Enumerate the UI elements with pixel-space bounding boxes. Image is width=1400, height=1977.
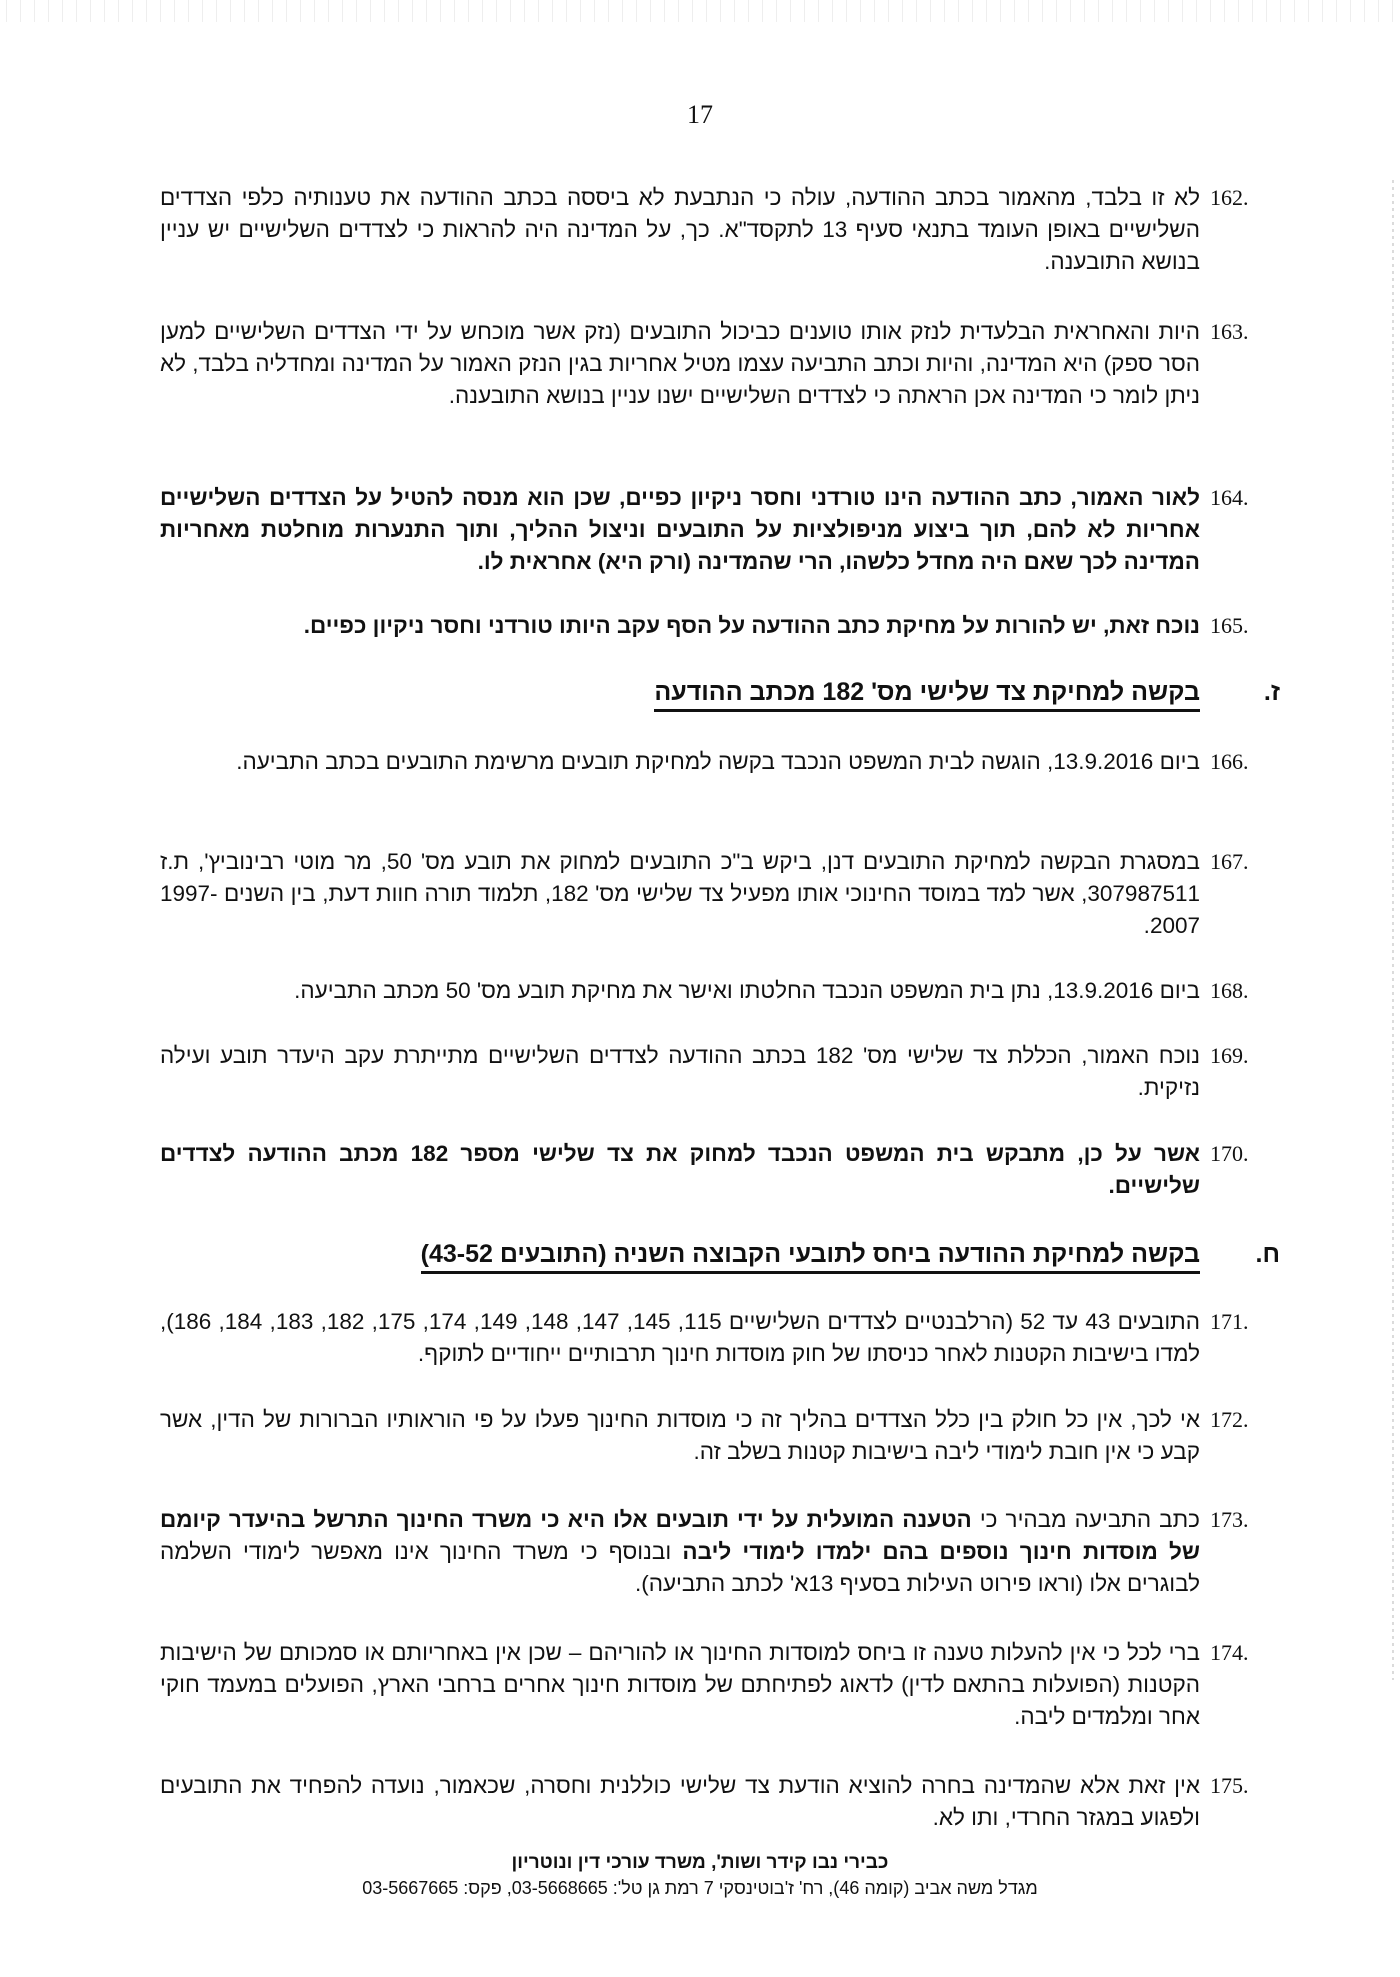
paragraph-173 (160, 1504, 1280, 1600)
paragraph-175 (160, 1770, 1280, 1834)
paragraph-text: אשר על כן, מתבקש בית המשפט הנכבד למחוק את צד שלישי מספר 182 מכתב ההודעה לצדדים שלישיים. (160, 1141, 1200, 1198)
paragraph-text: אין זאת אלא שהמדינה בחרה להוציא הודעת צד שלישי כוללנית וחסרה, שכאמור, נועדה להפחיד את התובעים ולפגוע במגזר החרדי, ותו לא. (160, 1773, 1200, 1830)
section-heading-zayin (160, 678, 1280, 712)
paragraph-number: 171. (1210, 1309, 1249, 1334)
letterhead-footer (0, 1852, 1400, 1899)
paragraph-162 (160, 182, 1280, 278)
paragraph-number: 167. (1210, 849, 1249, 874)
paragraph-number: 165. (1210, 613, 1249, 638)
scan-artifact-top (0, 0, 1400, 22)
paragraph-text (160, 1504, 1200, 1600)
paragraph-number: 163. (1210, 319, 1249, 344)
paragraph-171 (160, 1306, 1280, 1370)
paragraph-text: ביום 13.9.2016, נתן בית המשפט הנכבד החלטתו ואישר את מחיקת תובע מס' 50 מכתב התביעה. (294, 978, 1200, 1003)
paragraph-165 (160, 610, 1280, 642)
section-letter: ח. (1255, 1240, 1280, 1268)
paragraph-166 (160, 746, 1280, 778)
paragraph-number: 172. (1210, 1407, 1249, 1432)
section-title: בקשה למחיקת צד שלישי מס' 182 מכתב ההודעה (654, 678, 1200, 712)
paragraph-text: התובעים 43 עד 52 (הרלבנטיים לצדדים השלישיים 115, 145, 147, 148, 149, 174, 175, 182, 183, 184, 186), למדו בישיבות הקטנות לאחר כניסתו של חוק מוסדות חינוך תרבותיים ייחודיים לתוקף. (160, 1309, 1200, 1366)
paragraph-168 (160, 975, 1280, 1007)
paragraph-number: 173. (1210, 1507, 1249, 1532)
section-heading-het (160, 1240, 1280, 1274)
paragraph-text: נוכח האמור, הכללת צד שלישי מס' 182 בכתב ההודעה לצדדים השלישיים מתייתרת עקב היעדר תובע ועילה נזיקית. (160, 1043, 1201, 1100)
paragraph-number: 168. (1210, 978, 1249, 1003)
paragraph-number: 169. (1210, 1043, 1249, 1068)
text-run-bold: הטענה המועלית על ידי תובעים אלו היא כי משרד החינוך התרשל בהיעדר קיומם של מוסדות חינוך נוספים בהם ילמדו לימודי ליבה (160, 1507, 1201, 1564)
paragraph-text: ברי לכל כי אין להעלות טענה זו ביחס למוסדות החינוך או להוריהם – שכן אין באחריותם או סמכותם של הישיבות הקטנות (הפועלות בהתאם לדין) לדאוג לפתיחתם של מוסדות חינוך אחרים ברחבי הארץ, הפועלים במעמד חוקי אחר ומלמדים ליבה. (160, 1640, 1200, 1729)
paragraph-174 (160, 1637, 1280, 1733)
section-title: בקשה למחיקת ההודעה ביחס לתובעי הקבוצה השניה (התובעים 43-52) (421, 1240, 1200, 1274)
firm-address: מגדל משה אביב (קומה 46), רח' ז'בוטינסקי 7 רמת גן טל': 03-5668665, פקס: 03-5667665 (362, 1878, 1038, 1898)
section-letter: ז. (1263, 678, 1280, 706)
paragraph-text: ביום 13.9.2016, הוגשה לבית המשפט הנכבד בקשה למחיקת תובעים מרשימת התובעים בכתב התביעה. (236, 749, 1200, 774)
paragraph-170 (160, 1138, 1280, 1202)
paragraph-text: היות והאחראית הבלעדית לנזק אותו טוענים כביכול התובעים (נזק אשר מוכחש על ידי הצדדים השלישיים למען הסר ספק) היא המדינה, והיות וכתב התביעה עצמו מטיל אחריות בגין הנזק האמור על המדינה ומחדליה בלבד, לא ניתן לומר כי המדינה אכן הראתה כי לצדדים השלישיים ישנו עניין בנושא התובענה. (160, 319, 1200, 408)
page-number: 17 (687, 100, 713, 129)
paragraph-167 (160, 846, 1280, 942)
paragraph-number: 166. (1210, 749, 1249, 774)
paragraph-number: 170. (1210, 1141, 1249, 1166)
text-run: כתב התביעה מבהיר כי (971, 1507, 1200, 1532)
paragraph-number: 175. (1210, 1773, 1249, 1798)
paragraph-text: אי לכך, אין כל חולק בין כלל הצדדים בהליך זה כי מוסדות החינוך פעלו על פי הוראותיו הברורות של הדין, אשר קבע כי אין חובת לימודי ליבה בישיבות קטנות בשלב זה. (160, 1407, 1200, 1464)
paragraph-169 (160, 1040, 1280, 1104)
paragraph-number: 174. (1210, 1640, 1249, 1665)
paragraph-text: לאור האמור, כתב ההודעה הינו טורדני וחסר ניקיון כפיים, שכן הוא מנסה להטיל על הצדדים השלישיים אחריות לא להם, תוך ביצוע מניפולציות על התובעים וניצול ההליך, ותוך התנערות מוחלטת מאחריות המדינה לכך שאם היה מחדל כלשהו, הרי שהמדינה (ורק היא) אחראית לו. (160, 485, 1200, 574)
paragraph-163 (160, 316, 1280, 412)
paragraph-text: נוכח זאת, יש להורות על מחיקת כתב ההודעה על הסף עקב היותו טורדני וחסר ניקיון כפיים. (303, 613, 1200, 638)
paragraph-text: במסגרת הבקשה למחיקת התובעים דנן, ביקש ב"כ התובעים למחוק את תובע מס' 50, מר מוטי רבינוביץ', ת.ז 307987511, אשר למד במוסד החינוכי אותו מפעיל צד שלישי מס' 182, תלמוד תורה חוות דעת, בין השנים 1997-2007. (160, 849, 1201, 938)
paragraph-164 (160, 482, 1280, 578)
paragraph-172 (160, 1404, 1280, 1468)
paragraph-text: לא זו בלבד, מהאמור בכתב ההודעה, עולה כי הנתבעת לא ביססה בכתב ההודעה את טענותיה כלפי הצדדים השלישיים באופן העומד בתנאי סעיף 13 לתקסד"א. כך, על המדינה היה להראות כי לצדדים השלישיים יש עניין בנושא התובענה. (160, 185, 1200, 274)
scan-artifact-edge (1392, 180, 1394, 1680)
paragraph-number: 162. (1210, 185, 1249, 210)
text-run: ובנוסף כי משרד החינוך אינו מאפשר לימודי השלמה לבוגרים אלו (וראו פירוט העילות בסעיף 13א' לכתב התביעה). (160, 1539, 1200, 1596)
paragraph-number: 164. (1210, 485, 1249, 510)
firm-name: כבירי נבו קידר ושות', משרד עורכי דין ונוטריון (511, 1852, 889, 1873)
